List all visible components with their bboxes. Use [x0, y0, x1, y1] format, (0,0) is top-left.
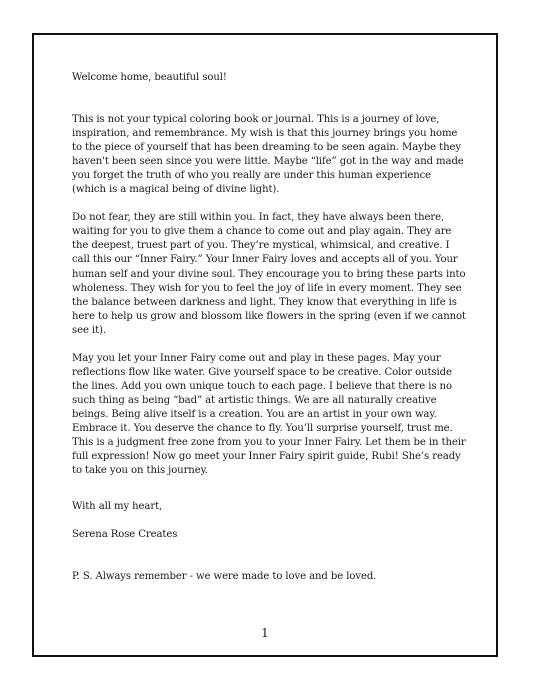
inner-fairy-paragraph: Do not fear, they are still within you. In fact, they have always been there, waiting for you to give them a chance to come out and play again. They are the deepest, truest part of you. They’re mystical, whimsical, and creative. I call this our “Inner Fairy.” Your Inner Fairy loves and accepts all of you. Your human self and your divine soul. They encourage you to bring these parts into wholeness. They wish for you to feel the joy of life in every moment. They see the balance between darkness and light. They know that everything in life is here to help us grow and blossom like flowers in the spring (even if we cannot see it). — [72, 212, 466, 336]
creativity-paragraph: May you let your Inner Fairy come out and play in these pages. May your reflections flow like water. Give yourself space to be creative. Color outside the lines. Add you own unique touch to each page. I believe that there is no such thing as being “bad” at artistic things. We are all naturally creative beings. Being alive itself is a creation. You are an artist in your own way. Embrace it. You deserve the chance to fly. You’ll surprise yourself, trust me. This is a judgment free zone from you to your Inner Fairy. Let them be in their full expression! Now go meet your Inner Fairy spirit guide, Rubi! She’s ready to take you on this journey. — [72, 352, 466, 477]
page-border — [32, 33, 498, 657]
signature: Serena Rose Creates — [72, 529, 178, 541]
closing-line: With all my heart, — [72, 501, 163, 513]
intro-paragraph: This is not your typical coloring book or journal. This is a journey of love, inspiration, and remembrance. My wish is that this journey brings you home to the piece of yourself that has been dreaming to be seen again. Maybe they haven't been seen since you were little. Maybe “life” got in the way and made you forget the truth of who you really are under this human experience (which is a magical being of divine light). — [72, 114, 464, 196]
letter-body — [72, 71, 467, 584]
postscript: P. S. Always remember - we were made to love and be loved. — [72, 571, 377, 583]
page-number: 1 — [261, 626, 269, 640]
greeting-line: Welcome home, beautiful soul! — [72, 72, 227, 83]
